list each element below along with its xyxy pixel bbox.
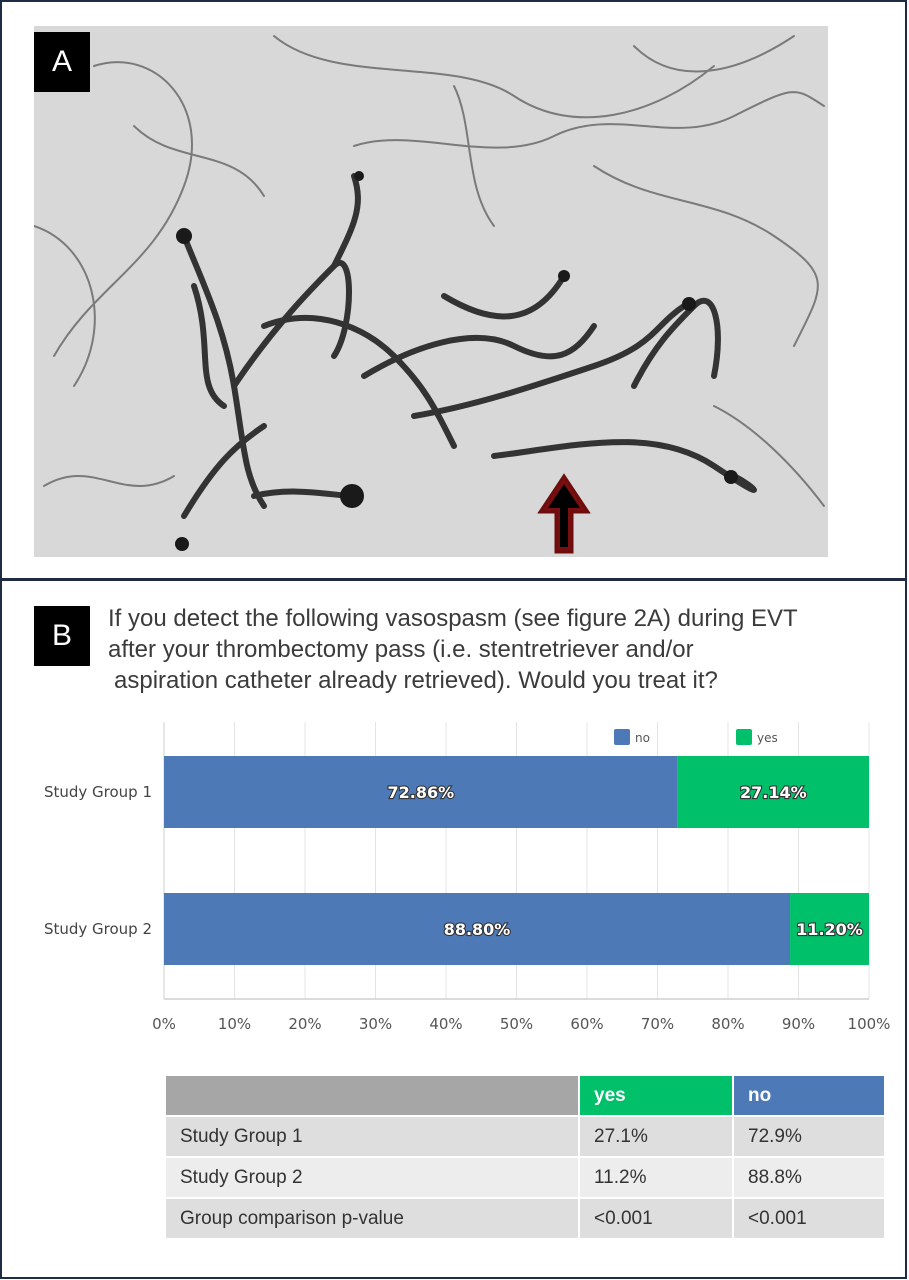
table-cell: 88.8% — [734, 1158, 884, 1197]
panel-a-label: A — [34, 32, 90, 92]
table-row — [166, 1158, 884, 1197]
question-line-3: aspiration catheter already retrieved). Would you treat it? — [114, 667, 718, 694]
x-tick-label: 10% — [217, 1015, 252, 1033]
data-label: 72.86% — [387, 783, 455, 802]
data-label: 88.80% — [443, 920, 511, 939]
x-tick-label: 30% — [358, 1015, 393, 1033]
data-label: 11.20% — [796, 920, 863, 939]
panel-b-label: B — [34, 606, 90, 666]
panel-b — [0, 579, 907, 1279]
x-tick-label: 90% — [781, 1015, 816, 1033]
data-label: 27.14% — [740, 783, 807, 802]
x-tick-label: 20% — [288, 1015, 322, 1033]
table-header-row — [166, 1076, 884, 1115]
table-header-blank — [166, 1076, 578, 1115]
x-tick-label: 40% — [429, 1015, 463, 1033]
table-header-yes: yes — [580, 1076, 732, 1115]
legend-swatch-no — [614, 729, 630, 745]
stacked-bar-chart — [2, 581, 907, 1051]
x-tick-label: 100% — [847, 1015, 891, 1033]
table-cell: 27.1% — [580, 1117, 732, 1156]
table-cell: Study Group 2 — [166, 1158, 578, 1197]
table-row — [166, 1117, 884, 1156]
question-line-2: after your thrombectomy pass (i.e. stentretriever and/or — [108, 636, 694, 663]
question-line-1: If you detect the following vasospasm (see figure 2A) during EVT — [108, 605, 798, 632]
legend-label-no: no — [635, 731, 650, 745]
table-cell: 72.9% — [734, 1117, 884, 1156]
category-label: Study Group 2 — [43, 920, 152, 938]
table-row — [166, 1199, 884, 1238]
category-label: Study Group 1 — [43, 783, 152, 801]
x-tick-label: 60% — [570, 1015, 604, 1033]
results-table — [164, 1074, 886, 1240]
table-cell: 11.2% — [580, 1158, 732, 1197]
table-cell: Study Group 1 — [166, 1117, 578, 1156]
x-tick-label: 70% — [640, 1015, 675, 1033]
table-cell: <0.001 — [734, 1199, 884, 1238]
legend-swatch-yes — [736, 729, 752, 745]
table-cell: Group comparison p-value — [166, 1199, 578, 1238]
angiogram-image — [34, 26, 828, 557]
table-cell: <0.001 — [580, 1199, 732, 1238]
x-tick-label: 80% — [711, 1015, 745, 1033]
x-tick-label: 50% — [499, 1015, 534, 1033]
legend-label-yes: yes — [757, 731, 778, 745]
table-header-no: no — [734, 1076, 884, 1115]
panel-a — [0, 0, 907, 580]
x-tick-label: 0% — [152, 1015, 176, 1033]
